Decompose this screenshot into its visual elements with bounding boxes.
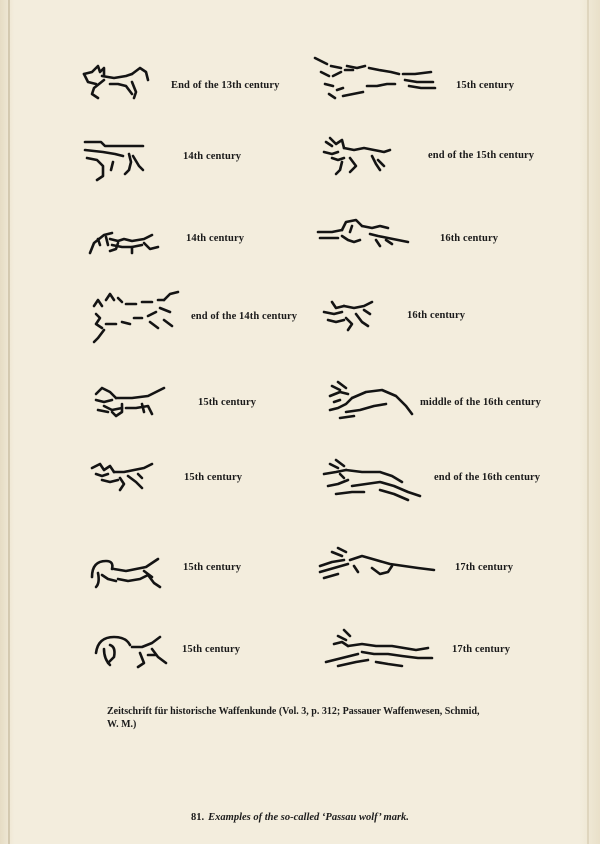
mark-10-label: end of the 15th century [428,150,535,161]
mark-5-label: 15th century [198,397,257,408]
wolf-mark-6-image [90,460,156,494]
mark-3-label: 14th century [186,233,245,244]
mark-8-label: 15th century [182,644,241,655]
wolf-mark-5-image [92,382,170,422]
wolf-mark-8-image [92,627,172,671]
wolf-mark-4-image [90,290,186,346]
mark-2-label: 14th century [183,151,242,162]
mark-4-label: end of the 14th century [191,311,298,322]
wolf-mark-10-image [322,136,394,184]
mark-14-label: end of the 16th century [434,472,541,483]
wolf-mark-9-image [313,54,441,106]
figure-caption [0,812,600,823]
mark-11-label: 16th century [440,233,499,244]
source-citation: Zeitschrift für historische Waffenkunde (Vol. 3, p. 312; Passauer Waffenwesen, Schmid, W. M.) [107,706,480,730]
mark-13-label: middle of the 16th century [420,397,542,408]
mark-6-label: 15th century [184,472,243,483]
wolf-mark-11-image [316,214,412,254]
wolf-mark-13-image [326,378,418,426]
mark-12-label: 16th century [407,310,466,321]
wolf-mark-14-image [322,456,424,506]
wolf-mark-12-image [322,298,378,334]
figure-title: Examples of the so-called ‘Passau wolf’ mark. [208,812,409,823]
wolf-mark-2-image [83,136,155,184]
wolf-mark-7-image [88,553,168,593]
mark-7-label: 15th century [183,562,242,573]
mark-9-label: 15th century [456,80,515,91]
mark-1-label: End of the 13th century [171,80,280,91]
wolf-mark-15-image [318,542,438,586]
wolf-mark-16-image [324,624,438,674]
mark-16-label: 17th century [452,644,511,655]
wolf-mark-1-image [80,62,152,104]
mark-15-label: 17th century [455,562,514,573]
figure-number: 81. [191,812,205,823]
wolf-mark-3-image [88,223,164,259]
